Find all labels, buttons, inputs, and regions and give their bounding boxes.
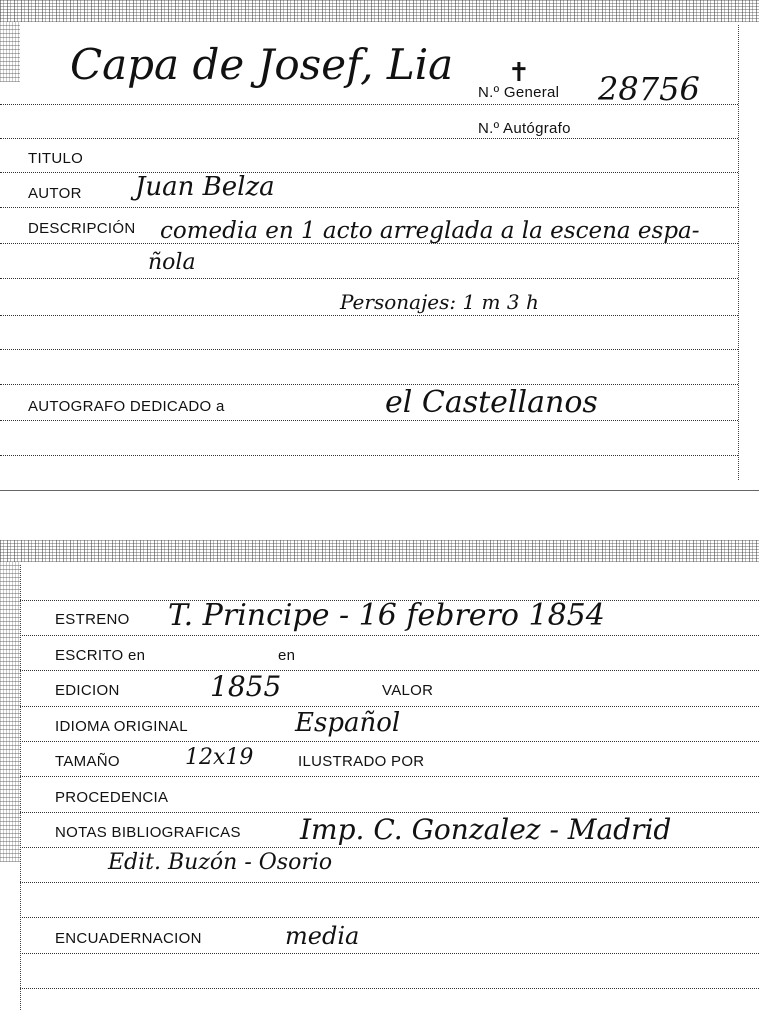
card-left-edge — [20, 565, 21, 1010]
card-bottom-edge — [0, 490, 759, 491]
descripcion-line1: comedia en 1 acto arreglada a la escena espa- — [160, 218, 700, 244]
descripcion-line2: ñola — [148, 250, 196, 275]
rule-line — [0, 243, 738, 244]
tamano-value: 12x19 — [185, 745, 254, 770]
tamano-label: TAMAÑO — [55, 753, 120, 770]
notas-value-line1: Imp. C. Gonzalez - Madrid — [300, 813, 672, 846]
cross-mark-icon: ✝ — [508, 58, 530, 88]
edicion-value: 1855 — [210, 670, 282, 703]
notas-value-line2: Edit. Buzón - Osorio — [108, 850, 333, 875]
rule-line — [0, 278, 738, 279]
rule-line — [0, 207, 738, 208]
rule-line — [20, 882, 759, 883]
autor-label: AUTOR — [28, 185, 82, 202]
rule-line — [0, 104, 738, 105]
rule-line — [0, 172, 738, 173]
dedicado-value: el Castellanos — [385, 385, 598, 420]
personajes-note: Personajes: 1 m 3 h — [340, 290, 539, 314]
rule-line — [0, 138, 738, 139]
encuadernacion-value: media — [285, 922, 360, 950]
catalog-card-front — [0, 0, 759, 495]
estreno-value: T. Principe - 16 febrero 1854 — [168, 598, 605, 633]
scan-noise-top — [0, 540, 759, 562]
rule-line — [20, 776, 759, 777]
rule-line — [20, 741, 759, 742]
dedicado-label: AUTOGRAFO DEDICADO a — [28, 398, 225, 415]
rule-line — [20, 847, 759, 848]
scan-noise-top — [0, 0, 759, 22]
descripcion-label: DESCRIPCIÓN — [28, 220, 136, 237]
rule-line — [0, 455, 738, 456]
rule-line — [20, 953, 759, 954]
scan-noise-left — [0, 22, 20, 82]
handwritten-title: Capa de Josef, Lia — [70, 40, 454, 89]
idioma-label: IDIOMA ORIGINAL — [55, 718, 188, 735]
titulo-label: TITULO — [28, 150, 84, 167]
idioma-value: Español — [295, 708, 401, 738]
procedencia-label: PROCEDENCIA — [55, 789, 169, 806]
rule-line — [20, 988, 759, 989]
autor-value: Juan Belza — [135, 172, 275, 202]
autografo-number-label: N.º Autógrafo — [478, 120, 571, 137]
rule-line — [20, 635, 759, 636]
valor-label: VALOR — [382, 682, 434, 699]
scan-noise-left — [0, 562, 20, 862]
encuadernacion-label: ENCUADERNACION — [55, 930, 202, 947]
rule-line — [0, 315, 738, 316]
rule-line — [20, 706, 759, 707]
rule-line — [0, 384, 738, 385]
rule-line — [20, 917, 759, 918]
ilustrado-label: ILUSTRADO POR — [298, 753, 425, 770]
card-right-edge — [738, 25, 739, 480]
estreno-label: ESTRENO — [55, 611, 130, 628]
rule-line — [0, 420, 738, 421]
rule-line — [0, 349, 738, 350]
rule-line — [20, 670, 759, 671]
escrito-label: ESCRITO en — [55, 647, 146, 664]
edicion-label: EDICION — [55, 682, 120, 699]
general-number-label: N.º General — [478, 84, 560, 101]
general-number-value: 28756 — [598, 70, 700, 108]
notas-label: NOTAS BIBLIOGRAFICAS — [55, 824, 241, 841]
escrito-en-label: en — [278, 647, 296, 664]
catalog-card-back — [0, 540, 759, 1028]
